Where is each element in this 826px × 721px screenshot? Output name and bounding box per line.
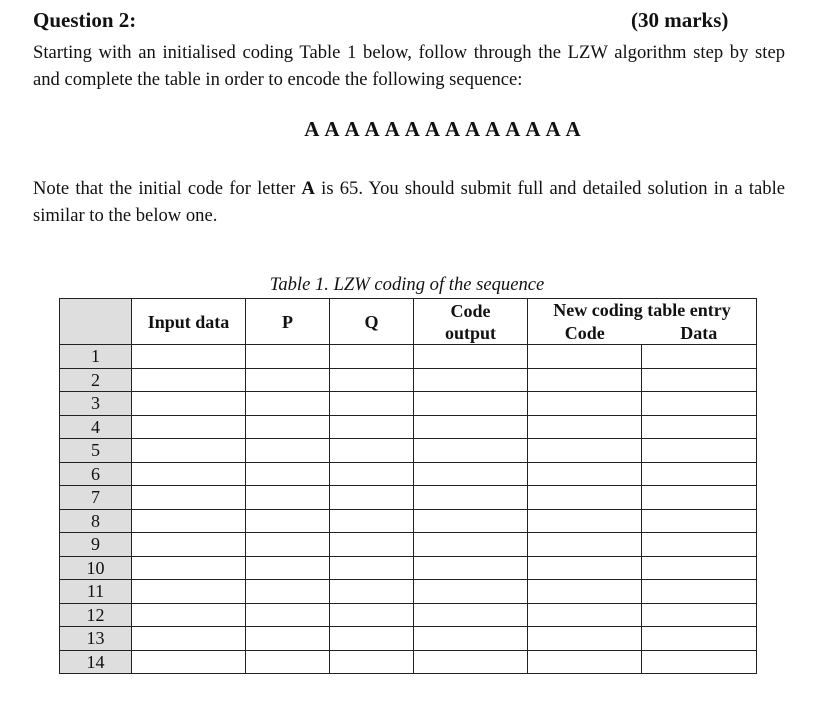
new-code-cell [528, 415, 642, 439]
new-data-cell [642, 462, 757, 486]
table-row [60, 462, 757, 486]
note-paragraph [33, 175, 785, 229]
input-data-cell [132, 627, 246, 651]
question-marks: (30 marks) [631, 8, 729, 32]
input-data-cell [132, 345, 246, 369]
input-data-cell [132, 650, 246, 674]
q-cell [330, 533, 414, 557]
new-data-cell [642, 509, 757, 533]
q-cell [330, 580, 414, 604]
p-cell [246, 439, 330, 463]
code-output-cell [414, 627, 528, 651]
q-cell [330, 415, 414, 439]
q-cell [330, 368, 414, 392]
p-cell [246, 650, 330, 674]
table-row [60, 486, 757, 510]
new-code-cell [528, 533, 642, 557]
row-number: 6 [60, 462, 132, 486]
table-row [60, 368, 757, 392]
p-cell [246, 580, 330, 604]
table-row [60, 650, 757, 674]
new-data-cell [642, 345, 757, 369]
header-code-output [414, 299, 528, 345]
header-code-output-line1: Code [450, 300, 491, 321]
input-data-cell [132, 439, 246, 463]
code-output-cell [414, 580, 528, 604]
new-code-cell [528, 462, 642, 486]
input-data-cell [132, 368, 246, 392]
row-number: 7 [60, 486, 132, 510]
p-cell [246, 533, 330, 557]
q-cell [330, 650, 414, 674]
code-output-cell [414, 509, 528, 533]
p-cell [246, 556, 330, 580]
new-data-cell [642, 368, 757, 392]
note-text-part1: Note that the initial code for letter [33, 178, 302, 199]
code-output-cell [414, 345, 528, 369]
new-data-cell [642, 533, 757, 557]
table-row [60, 533, 757, 557]
new-data-cell [642, 486, 757, 510]
p-cell [246, 509, 330, 533]
header-code-output-line2: output [444, 322, 497, 343]
new-data-cell [642, 556, 757, 580]
input-data-cell [132, 415, 246, 439]
table-row [60, 415, 757, 439]
new-code-cell [528, 486, 642, 510]
p-cell [246, 486, 330, 510]
new-data-cell [642, 603, 757, 627]
new-code-cell [528, 556, 642, 580]
row-number: 13 [60, 627, 132, 651]
input-data-cell [132, 509, 246, 533]
table-row [60, 603, 757, 627]
code-output-cell [414, 650, 528, 674]
code-output-cell [414, 462, 528, 486]
new-data-cell [642, 580, 757, 604]
q-cell [330, 439, 414, 463]
header-new-data: Data [642, 322, 757, 345]
note-text-part2: is 65. You should submit full and detailed solution in a table similar to the below one. [33, 178, 785, 226]
new-code-cell [528, 580, 642, 604]
header-q: Q [330, 299, 414, 345]
row-number: 4 [60, 415, 132, 439]
table-header-row-1 [60, 299, 757, 322]
p-cell [246, 345, 330, 369]
row-number: 2 [60, 368, 132, 392]
row-number: 14 [60, 650, 132, 674]
new-code-cell [528, 650, 642, 674]
p-cell [246, 415, 330, 439]
p-cell [246, 392, 330, 416]
new-code-cell [528, 345, 642, 369]
header-p: P [246, 299, 330, 345]
q-cell [330, 486, 414, 510]
q-cell [330, 556, 414, 580]
new-code-cell [528, 509, 642, 533]
note-letter: A [301, 178, 315, 199]
table-caption [0, 274, 826, 296]
row-number: 9 [60, 533, 132, 557]
table-row [60, 509, 757, 533]
q-cell [330, 392, 414, 416]
table-row [60, 580, 757, 604]
new-code-cell [528, 439, 642, 463]
code-output-cell [414, 603, 528, 627]
new-code-cell [528, 392, 642, 416]
row-number-header [60, 299, 132, 345]
row-number: 8 [60, 509, 132, 533]
p-cell [246, 627, 330, 651]
row-number: 12 [60, 603, 132, 627]
table-row [60, 627, 757, 651]
q-cell [330, 345, 414, 369]
q-cell [330, 462, 414, 486]
input-data-cell [132, 533, 246, 557]
p-cell [246, 603, 330, 627]
new-code-cell [528, 627, 642, 651]
code-output-cell [414, 533, 528, 557]
code-output-cell [414, 392, 528, 416]
row-number: 11 [60, 580, 132, 604]
input-data-cell [132, 580, 246, 604]
table-row [60, 345, 757, 369]
code-output-cell [414, 368, 528, 392]
new-code-cell [528, 603, 642, 627]
new-data-cell [642, 627, 757, 651]
input-data-cell [132, 603, 246, 627]
new-code-cell [528, 368, 642, 392]
code-output-cell [414, 486, 528, 510]
row-number: 10 [60, 556, 132, 580]
input-data-cell [132, 392, 246, 416]
table-row [60, 556, 757, 580]
q-cell [330, 509, 414, 533]
table-caption-text: Table 1. LZW coding of the sequence [269, 274, 545, 295]
header-input-data: Input data [132, 299, 246, 345]
p-cell [246, 368, 330, 392]
new-data-cell [642, 439, 757, 463]
p-cell [246, 462, 330, 486]
row-number: 1 [60, 345, 132, 369]
input-data-cell [132, 556, 246, 580]
q-cell [330, 627, 414, 651]
row-number: 3 [60, 392, 132, 416]
code-output-cell [414, 415, 528, 439]
code-output-cell [414, 556, 528, 580]
header-new-entry: New coding table entry [528, 299, 757, 322]
new-data-cell [642, 392, 757, 416]
intro-paragraph: Starting with an initialised coding Table 1 below, follow through the LZW algorithm step by step and complete the table in order to encode the following sequence: [33, 42, 785, 90]
q-cell [330, 603, 414, 627]
header-new-code: Code [528, 322, 642, 345]
sequence-to-encode: A A A A A A A A A A A A A A [304, 117, 582, 141]
lzw-table [59, 298, 757, 674]
question-title: Question 2: [33, 8, 137, 32]
input-data-cell [132, 486, 246, 510]
new-data-cell [642, 415, 757, 439]
table-row [60, 392, 757, 416]
table-row [60, 439, 757, 463]
row-number: 5 [60, 439, 132, 463]
input-data-cell [132, 462, 246, 486]
code-output-cell [414, 439, 528, 463]
new-data-cell [642, 650, 757, 674]
